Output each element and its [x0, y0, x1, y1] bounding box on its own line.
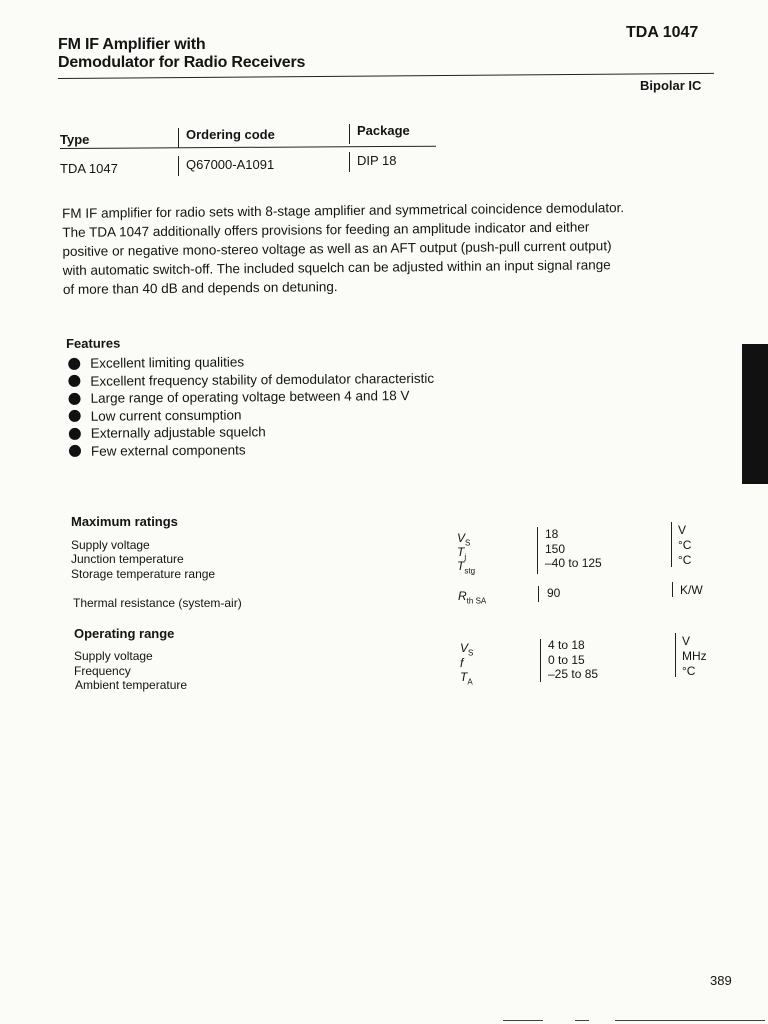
unit-divider [671, 522, 672, 567]
table-divider [60, 146, 436, 149]
value-divider [538, 586, 539, 602]
bullet-icon [68, 358, 80, 370]
part-number: TDA 1047 [626, 24, 699, 41]
list-item: Large range of operating voltage between 4 and 18 V [66, 387, 434, 408]
page-title [58, 36, 305, 72]
param-label: Thermal resistance (system-air) [73, 596, 242, 610]
cell-ordering-code: Q67000-A1091 [186, 157, 275, 172]
column-divider [178, 128, 179, 148]
unit: °C [682, 664, 696, 678]
param-label: Frequency [74, 664, 131, 678]
symbol: $R_{th SA}$ [458, 589, 487, 606]
header-type: Type [60, 132, 90, 147]
list-item: Excellent frequency stability of demodulator characteristic [66, 369, 434, 390]
unit: °C [678, 538, 692, 552]
cell-package: DIP 18 [357, 153, 397, 168]
symbol: $V_S$ [457, 531, 471, 548]
description-line: with automatic switch-off. The included squelch can be adjusted within an input signal range [62, 257, 611, 278]
symbol: f [460, 656, 464, 670]
value: 90 [547, 586, 561, 600]
header-ordering-code: Ordering code [186, 127, 275, 142]
description-line: positive or negative mono-stereo voltage as well as an AFT output (push-pull current output) [62, 238, 612, 259]
section-edge-tab [742, 344, 768, 484]
column-divider [349, 124, 350, 144]
footer-mark [615, 1020, 765, 1021]
value-divider [540, 639, 541, 682]
unit: K/W [680, 583, 703, 597]
title-line-2: Demodulator for Radio Receivers [58, 54, 306, 71]
unit: MHz [682, 649, 707, 663]
value: –25 to 85 [548, 667, 599, 681]
description-paragraph [62, 197, 723, 299]
value: 4 to 18 [548, 638, 585, 652]
param-label: Supply voltage [74, 649, 153, 663]
list-item: Few external components [67, 439, 435, 460]
description-line: The TDA 1047 additionally offers provisions for feeding an amplitude indicator and either [62, 219, 590, 240]
param-label: Junction temperature [71, 552, 184, 566]
bullet-icon [69, 410, 81, 422]
unit: °C [678, 553, 692, 567]
operating-range-heading: Operating range [74, 626, 175, 641]
column-divider [349, 152, 350, 172]
unit-divider [675, 633, 676, 677]
description-line: of more than 40 dB and depends on detuning. [62, 279, 338, 297]
value: –40 to 125 [545, 556, 602, 570]
footer-mark [503, 1020, 543, 1021]
ordering-table [60, 122, 440, 182]
value: 0 to 15 [548, 653, 585, 667]
title-line-1: FM IF Amplifier with [58, 36, 206, 53]
column-divider [178, 156, 179, 176]
header-divider [58, 73, 714, 79]
maximum-ratings-heading: Maximum ratings [71, 514, 178, 529]
symbol: $T_{stg}$ [457, 559, 476, 576]
value-divider [537, 527, 538, 574]
symbol: $V_S$ [460, 641, 474, 658]
features-list [66, 352, 435, 460]
features-section [66, 333, 435, 460]
bullet-icon [68, 393, 80, 405]
list-item: Excellent limiting qualities [66, 352, 434, 373]
param-label: Supply voltage [71, 538, 150, 552]
footer-mark [575, 1020, 589, 1021]
list-item: Low current consumption [67, 404, 435, 425]
symbol: $T_A$ [460, 670, 473, 687]
unit: V [678, 523, 687, 537]
unit: V [682, 634, 691, 648]
value: 150 [545, 542, 566, 556]
cell-type: TDA 1047 [60, 161, 118, 176]
ic-type-label: Bipolar IC [640, 78, 702, 93]
param-label: Storage temperature range [71, 567, 216, 581]
description-line: FM IF amplifier for radio sets with 8-stage amplifier and symmetrical coincidence demodulator. [62, 200, 625, 221]
page-number: 389 [710, 973, 732, 988]
features-heading: Features [66, 335, 121, 351]
value: 18 [545, 527, 559, 541]
unit-divider [672, 582, 673, 597]
bullet-icon [69, 445, 81, 457]
symbol: $T_j$ [457, 545, 467, 562]
bullet-icon [68, 375, 80, 387]
bullet-icon [69, 428, 81, 440]
header-package: Package [357, 123, 410, 138]
param-label: Ambient temperature [75, 678, 188, 692]
list-item: Externally adjustable squelch [67, 422, 435, 443]
